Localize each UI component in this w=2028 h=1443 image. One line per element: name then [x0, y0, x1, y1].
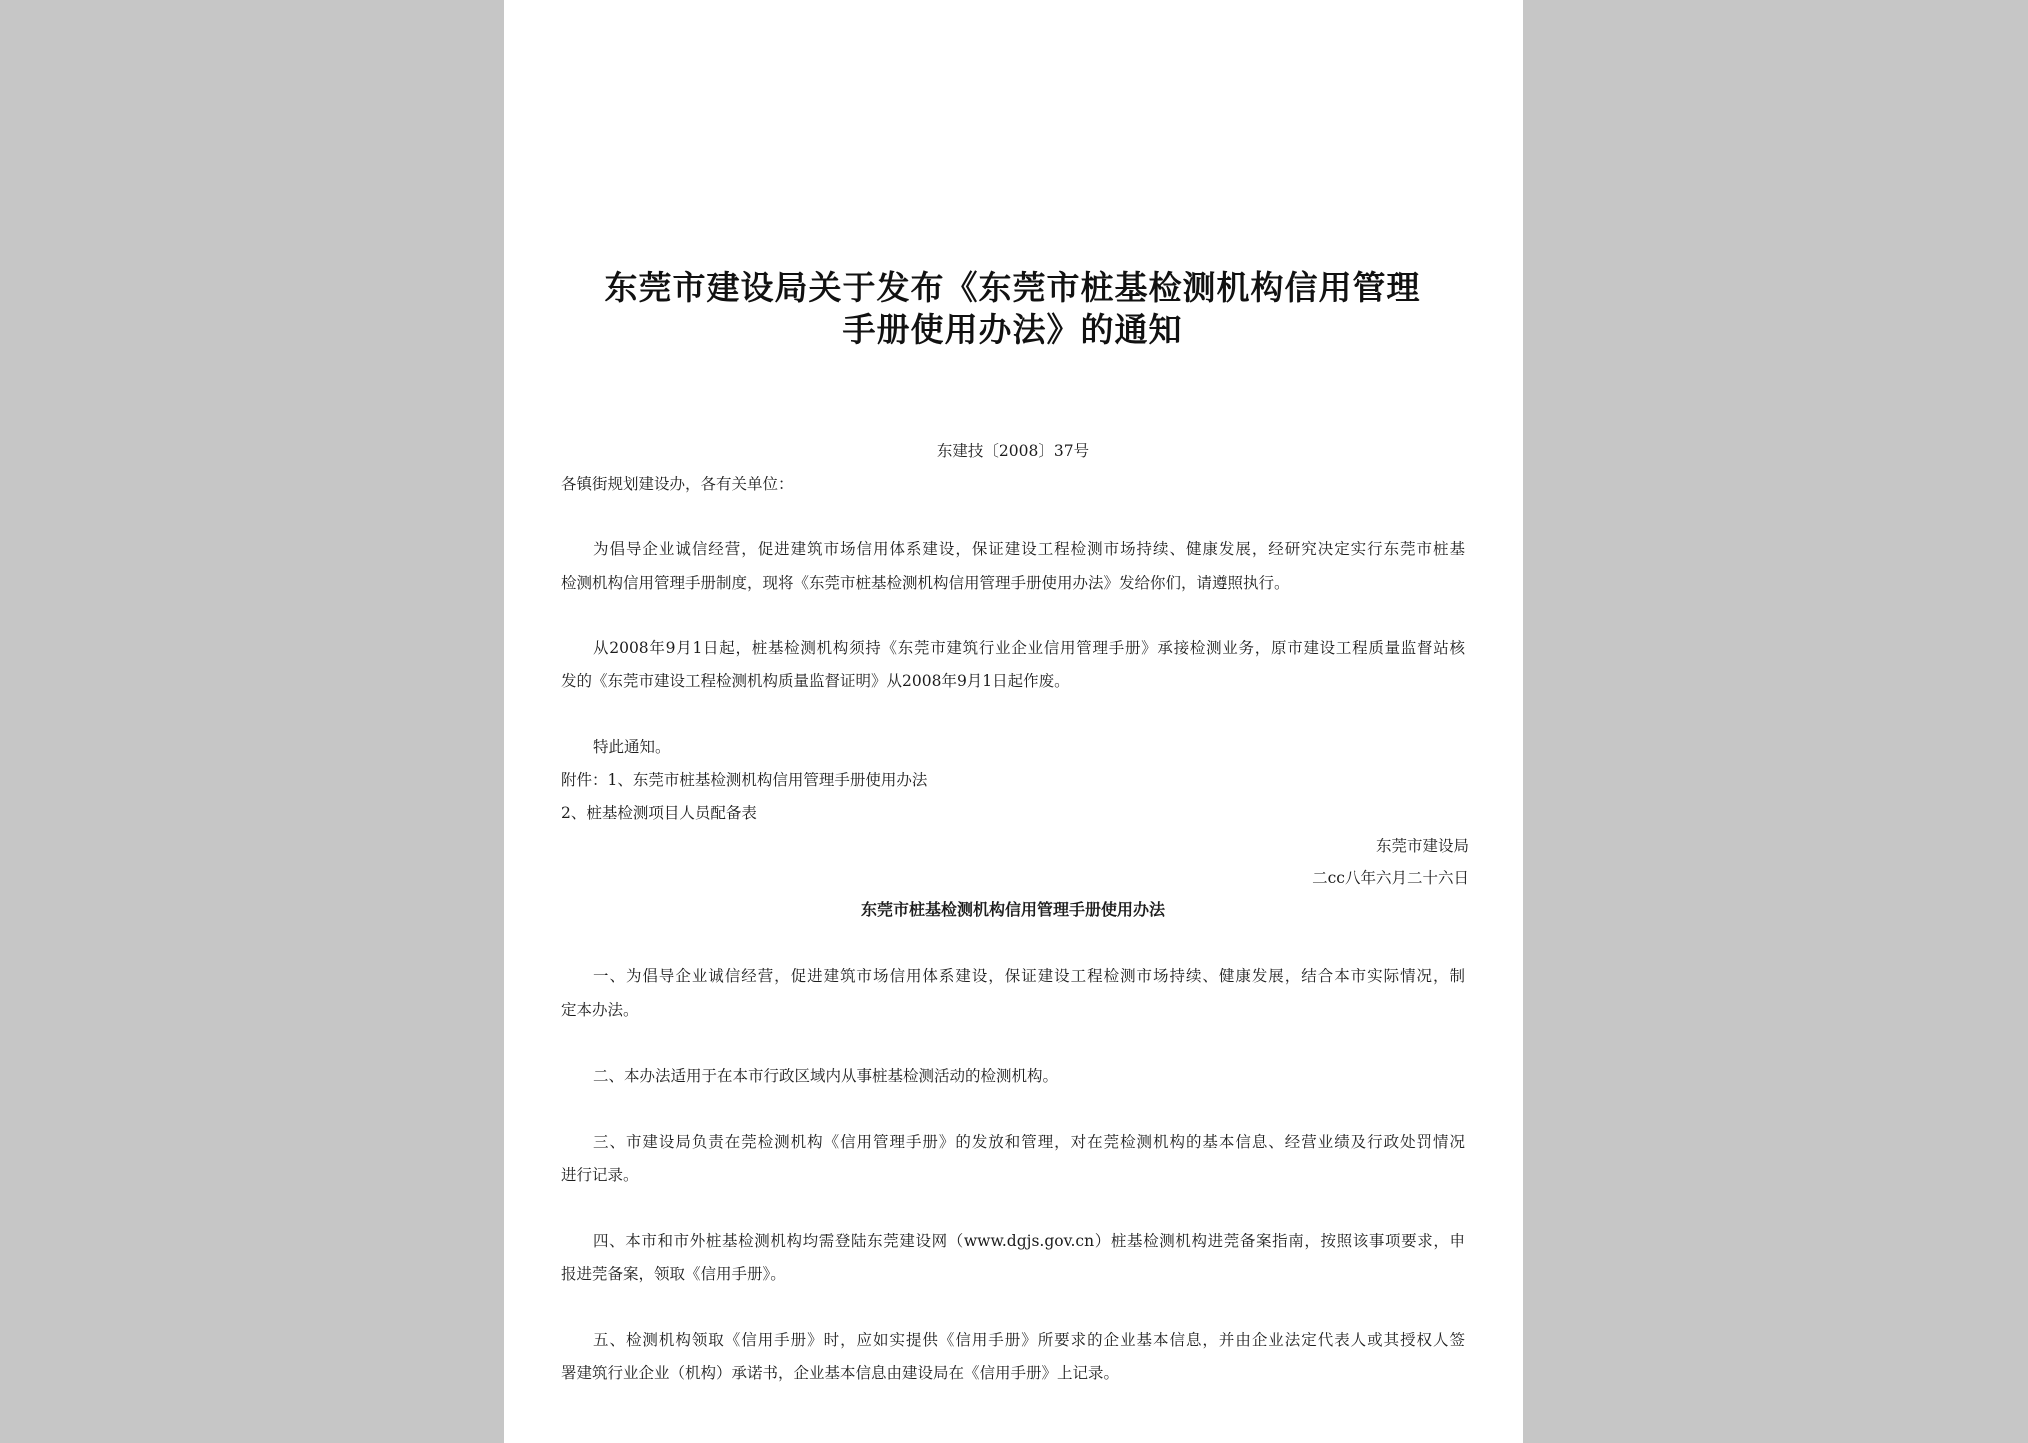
document-title-line-2: 手册使用办法》的通知 — [842, 310, 1183, 349]
document-number: 东建技〔2008〕37号 — [936, 442, 1090, 460]
item-2: 二、本办法适用于在本市行政区域内从事桩基检测活动的检测机构。 — [593, 1067, 1059, 1085]
item-4-line-1: 四、本市和市外桩基检测机构均需登陆东莞建设网（www.dgjs.gov.cn）桩基检测机构进莞备案指南，按照该事项要求，申 — [593, 1232, 1465, 1250]
item-1-line-1: 一、为倡导企业诚信经营，促进建筑市场信用体系建设，保证建设工程检测市场持续、健康发展，结合本市实际情况，制 — [593, 967, 1465, 985]
paragraph-2-line-1: 从2008年9月1日起，桩基检测机构须持《东莞市建筑行业企业信用管理手册》承接检测业务，原市建设工程质量监督站核 — [593, 639, 1465, 657]
attachment-1: 附件：1、东莞市桩基检测机构信用管理手册使用办法 — [561, 771, 928, 789]
item-3-line-1: 三、市建设局负责在莞检测机构《信用管理手册》的发放和管理，对在莞检测机构的基本信息、经营业绩及行政处罚情况 — [593, 1133, 1465, 1151]
item-5-line-2: 署建筑行业企业（机构）承诺书，企业基本信息由建设局在《信用手册》上记录。 — [561, 1364, 1120, 1382]
paragraph-1-line-1: 为倡导企业诚信经营，促进建筑市场信用体系建设，保证建设工程检测市场持续、健康发展，经研究决定实行东莞市桩基 — [593, 540, 1465, 558]
paragraph-2-line-2: 发的《东莞市建设工程检测机构质量监督证明》从2008年9月1日起作废。 — [561, 672, 1070, 690]
issuer-name: 东莞市建设局 — [1375, 837, 1469, 855]
issue-date: 二cc八年六月二十六日 — [1312, 869, 1469, 887]
document-page — [504, 0, 1523, 1443]
item-1-line-2: 定本办法。 — [561, 1001, 639, 1019]
section-subtitle: 东莞市桩基检测机构信用管理手册使用办法 — [860, 900, 1165, 919]
notice-closing: 特此通知。 — [593, 738, 671, 756]
item-5-line-1: 五、检测机构领取《信用手册》时，应如实提供《信用手册》所要求的企业基本信息，并由企业法定代表人或其授权人签 — [593, 1331, 1465, 1349]
attachment-2: 2、桩基检测项目人员配备表 — [561, 804, 757, 822]
addressee: 各镇街规划建设办，各有关单位： — [561, 475, 794, 493]
document-title-line-1: 东莞市建设局关于发布《东莞市桩基检测机构信用管理 — [604, 268, 1421, 307]
item-3-line-2: 进行记录。 — [561, 1166, 639, 1184]
item-4-line-2: 报进莞备案，领取《信用手册》。 — [561, 1265, 786, 1283]
paragraph-1-line-2: 检测机构信用管理手册制度，现将《东莞市桩基检测机构信用管理手册使用办法》发给你们，请遵照执行。 — [561, 574, 1290, 592]
